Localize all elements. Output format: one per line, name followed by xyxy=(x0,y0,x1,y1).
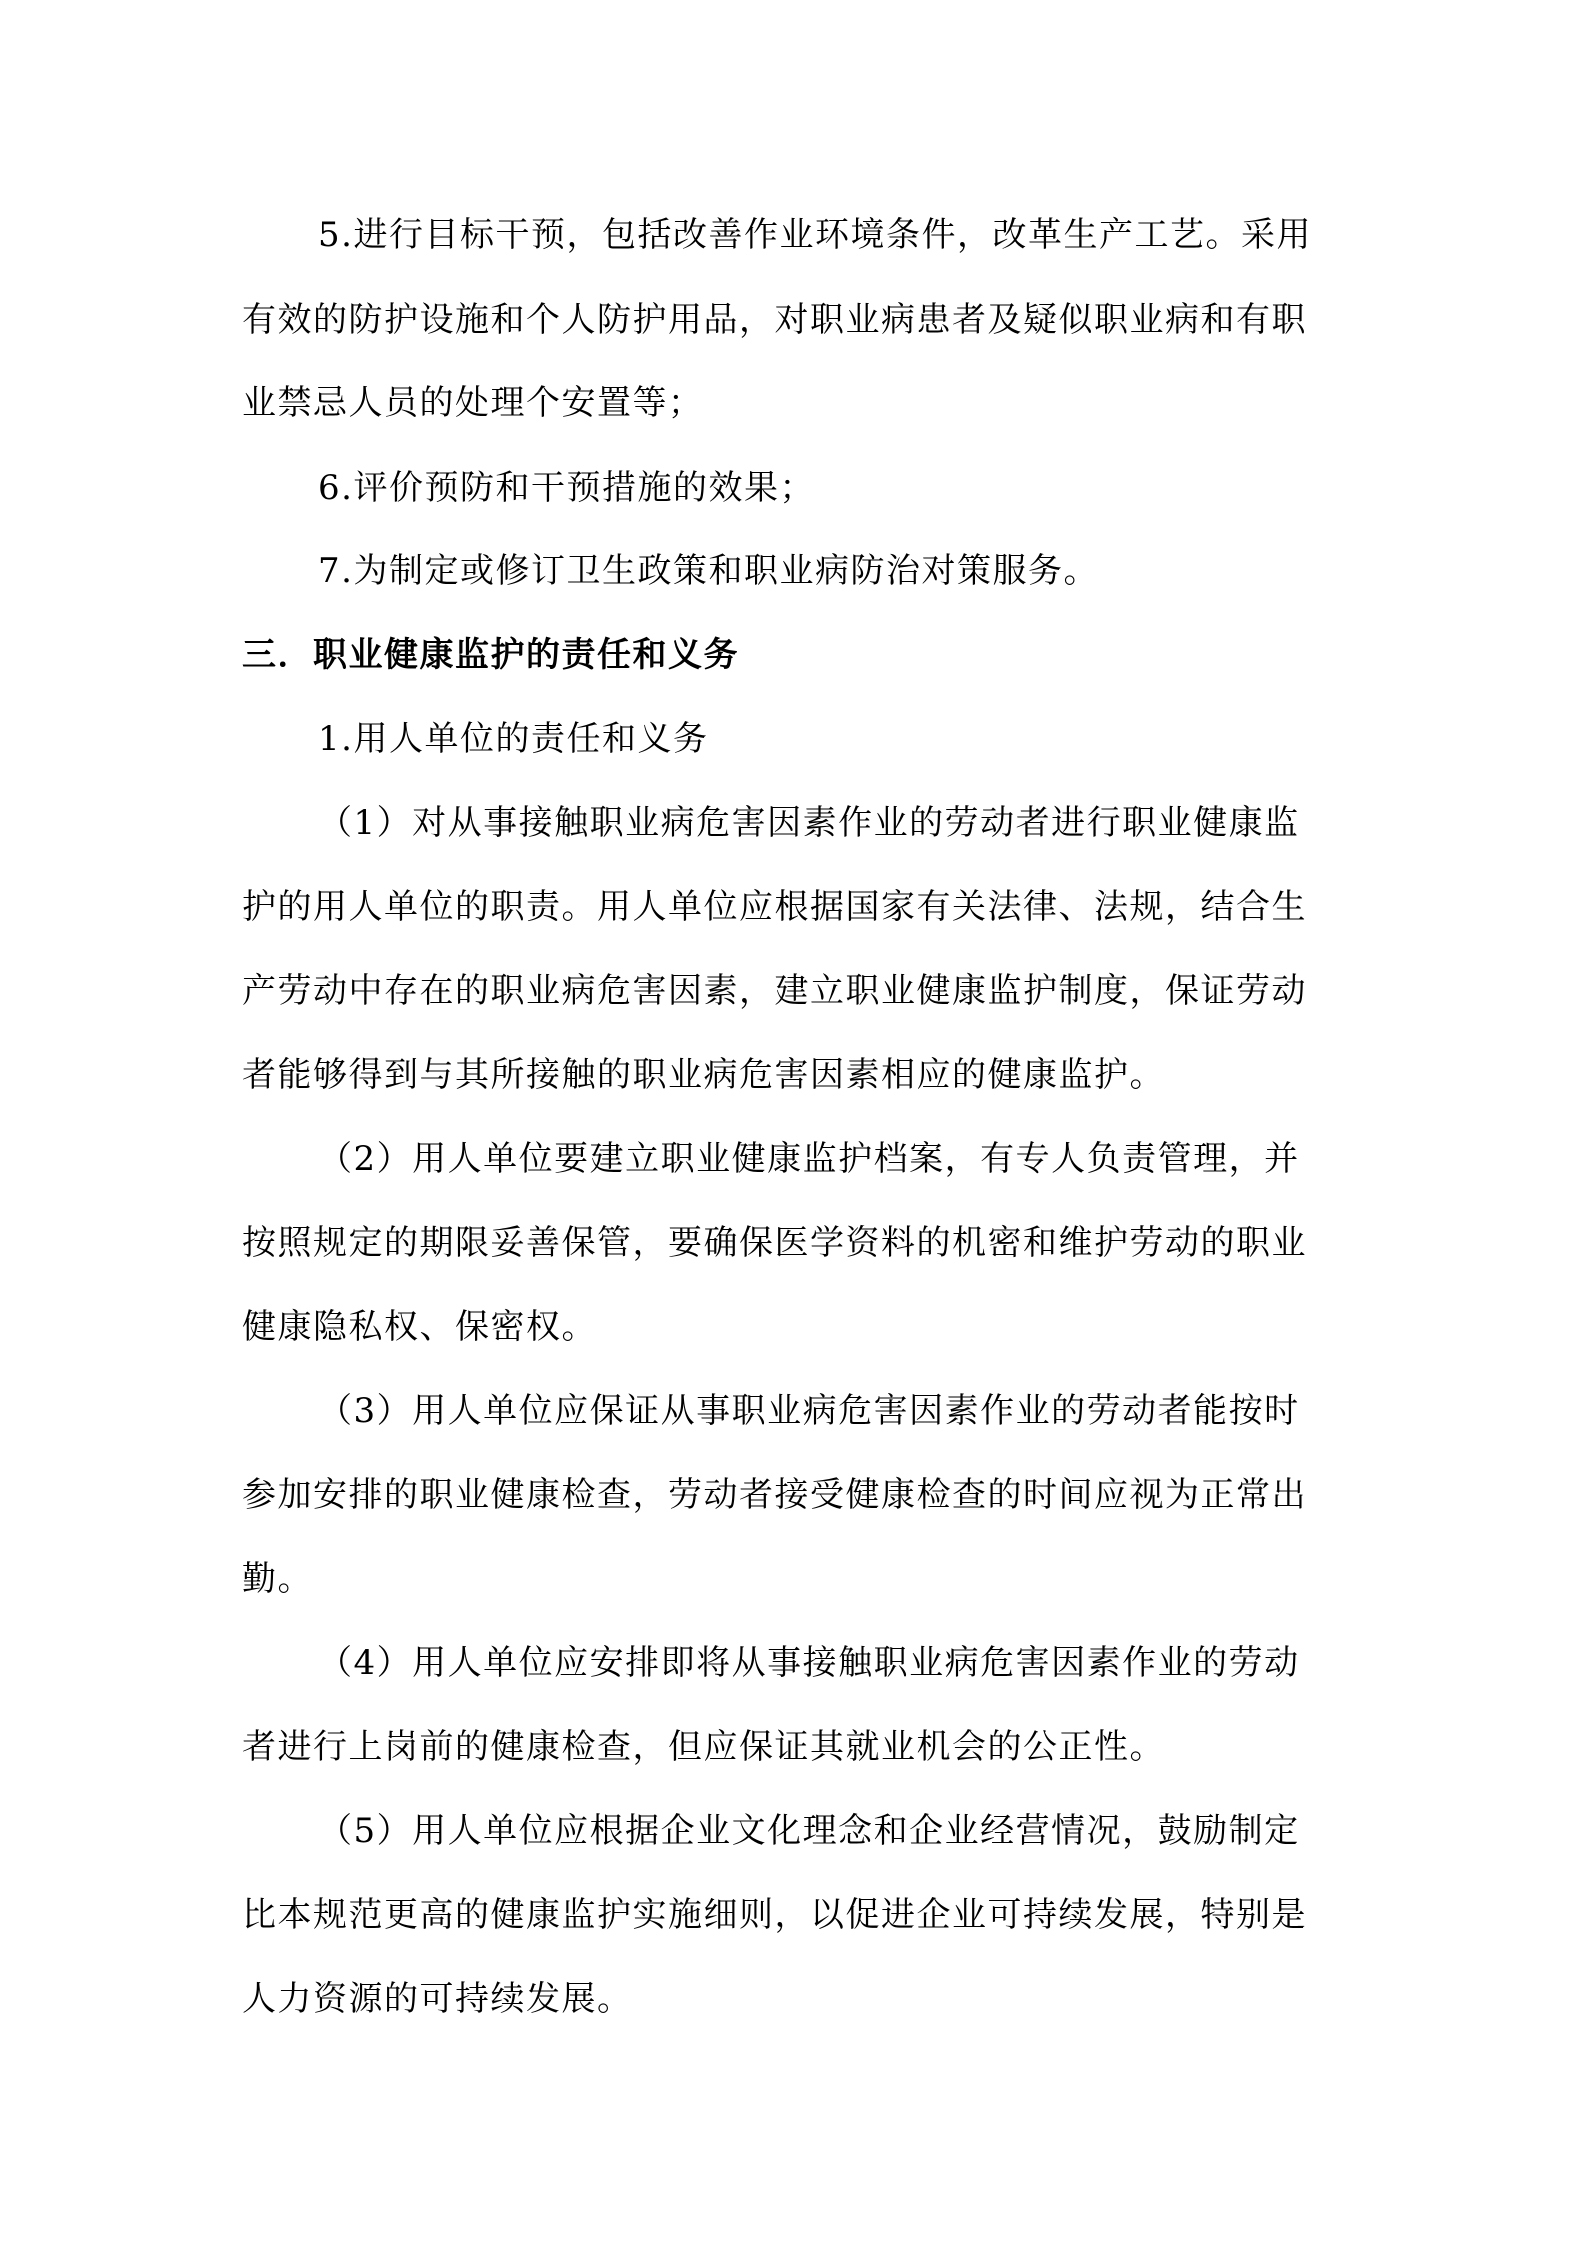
paragraph-5-line3: 人力资源的可持续发展。 xyxy=(242,1979,633,2019)
subsection-heading-1: 1.用人单位的责任和义务 xyxy=(318,719,709,759)
paragraph-2-line1: （2）用人单位要建立职业健康监护档案，有专人负责管理，并 xyxy=(318,1139,1300,1179)
paragraph-4-line1: （4）用人单位应安排即将从事接触职业病危害因素作业的劳动 xyxy=(318,1643,1300,1683)
paragraph-1-line3: 产劳动中存在的职业病危害因素，建立职业健康监护制度，保证劳动 xyxy=(242,971,1307,1011)
paragraph-2-line3: 健康隐私权、保密权。 xyxy=(242,1307,597,1347)
paragraph-1-line4: 者能够得到与其所接触的职业病危害因素相应的健康监护。 xyxy=(242,1055,1165,1095)
paragraph-item5-line3: 业禁忌人员的处理个安置等； xyxy=(242,383,704,423)
paragraph-item7: 7.为制定或修订卫生政策和职业病防治对策服务。 xyxy=(318,551,1099,591)
section-heading-3: 三．职业健康监护的责任和义务 xyxy=(242,635,739,675)
paragraph-3-line1: （3）用人单位应保证从事职业病危害因素作业的劳动者能按时 xyxy=(318,1391,1300,1431)
paragraph-item5-line2: 有效的防护设施和个人防护用品，对职业病患者及疑似职业病和有职 xyxy=(242,300,1307,340)
paragraph-1-line2: 护的用人单位的职责。用人单位应根据国家有关法律、法规，结合生 xyxy=(242,887,1307,927)
paragraph-5-line2: 比本规范更高的健康监护实施细则，以促进企业可持续发展，特别是 xyxy=(242,1895,1307,1935)
paragraph-5-line1: （5）用人单位应根据企业文化理念和企业经营情况，鼓励制定 xyxy=(318,1811,1300,1851)
paragraph-3-line2: 参加安排的职业健康检查，劳动者接受健康检查的时间应视为正常出 xyxy=(242,1475,1307,1515)
paragraph-4-line2: 者进行上岗前的健康检查，但应保证其就业机会的公正性。 xyxy=(242,1727,1165,1767)
paragraph-item6: 6.评价预防和干预措施的效果； xyxy=(318,468,815,508)
paragraph-3-line3: 勤。 xyxy=(242,1559,313,1599)
paragraph-item5-line1: 5.进行目标干预，包括改善作业环境条件，改革生产工艺。采用 xyxy=(318,215,1312,255)
paragraph-1-line1: （1）对从事接触职业病危害因素作业的劳动者进行职业健康监 xyxy=(318,803,1300,843)
paragraph-2-line2: 按照规定的期限妥善保管，要确保医学资料的机密和维护劳动的职业 xyxy=(242,1223,1307,1263)
